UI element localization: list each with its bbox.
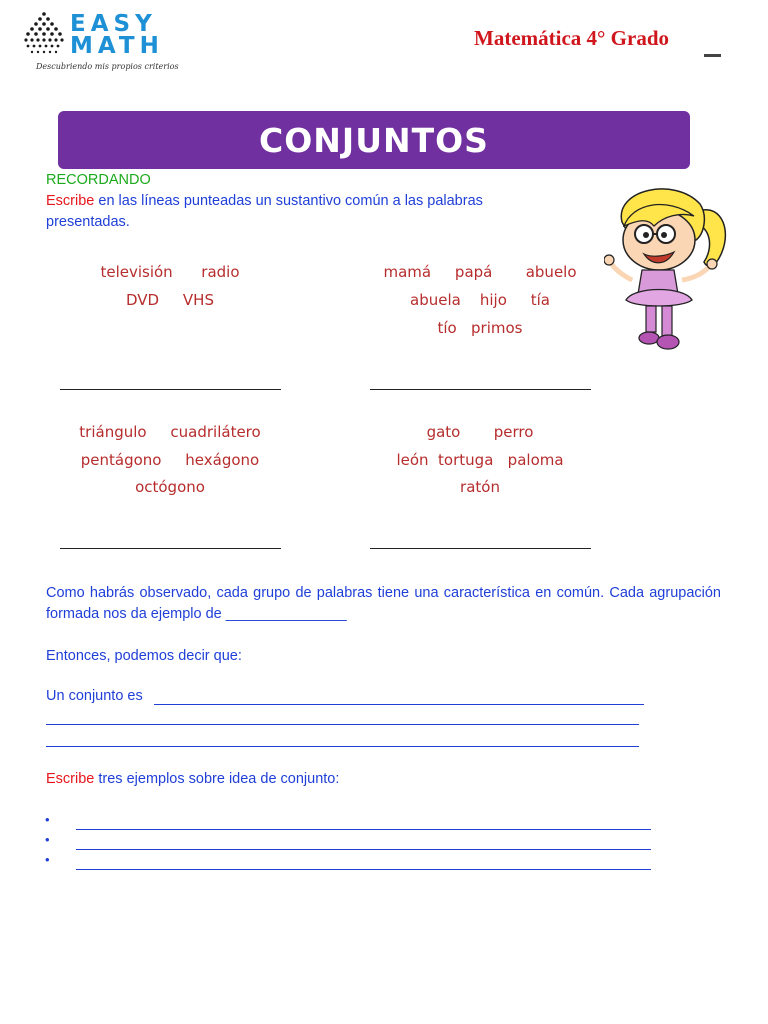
logo-dots-icon — [22, 10, 72, 60]
header-dash — [704, 54, 721, 57]
group3-line1: triángulo cuadrilátero — [79, 423, 261, 441]
example-line-3[interactable] — [76, 869, 651, 870]
girl-illustration — [604, 182, 734, 360]
examples-instruction-verb: Escribe — [46, 771, 95, 787]
group1-line1: televisión radio — [100, 263, 240, 281]
entonces-text: Entonces, podemos decir que: — [46, 648, 242, 664]
bullet-2: • — [45, 832, 50, 847]
example-line-2[interactable] — [76, 849, 651, 850]
group3-line2: pentágono hexágono — [80, 451, 260, 469]
bullet-1: • — [45, 812, 50, 827]
page-header-title: Matemática 4° Grado — [474, 26, 670, 50]
group4-line1: gato perro — [426, 423, 534, 441]
answer-line-group2[interactable] — [370, 389, 591, 390]
logo-tagline: Descubriendo mis propios criterios — [36, 62, 179, 71]
group1-line2: DVD VHS — [125, 291, 214, 309]
answer-line-group4[interactable] — [370, 548, 591, 549]
observation-paragraph: Como habrás observado, cada grupo de palabras tiene una característica en común. Cada agrupación formada nos da ejemplo de _______________ — [46, 585, 721, 622]
example-line-1[interactable] — [76, 829, 651, 830]
conjunto-definition-label: Un conjunto es — [46, 688, 143, 704]
examples-instruction — [46, 769, 339, 790]
answer-line-group1[interactable] — [60, 389, 281, 390]
group4-line3: ratón — [460, 478, 500, 496]
group4-line2: león tortuga paloma — [396, 451, 564, 469]
logo-word-math: MATH — [70, 33, 164, 59]
examples-instruction-rest: tres ejemplos sobre idea de conjunto: — [94, 771, 340, 787]
instruction-rest: en las líneas punteadas un sustantivo común a las palabras presentadas. — [46, 193, 483, 230]
group2-line3: tío primos — [437, 319, 523, 337]
answer-line-group3[interactable] — [60, 548, 281, 549]
logo-word-easy: EASY — [70, 11, 157, 37]
definition-line-2[interactable] — [46, 724, 639, 725]
banner-title: CONJUNTOS — [259, 120, 489, 160]
group2-line1: mamá papá abuelo — [383, 263, 577, 281]
group3-line3: octógono — [135, 478, 205, 496]
title-banner — [58, 111, 690, 169]
definition-line-3[interactable] — [46, 746, 639, 747]
instruction-verb: Escribe — [46, 193, 95, 209]
instruction-text — [46, 191, 516, 233]
group2-line2: abuela hijo tía — [410, 291, 550, 309]
bullet-3: • — [45, 852, 50, 867]
recordando-label: RECORDANDO — [46, 172, 151, 188]
definition-line-1[interactable] — [154, 704, 644, 705]
easy-math-logo — [22, 10, 179, 76]
